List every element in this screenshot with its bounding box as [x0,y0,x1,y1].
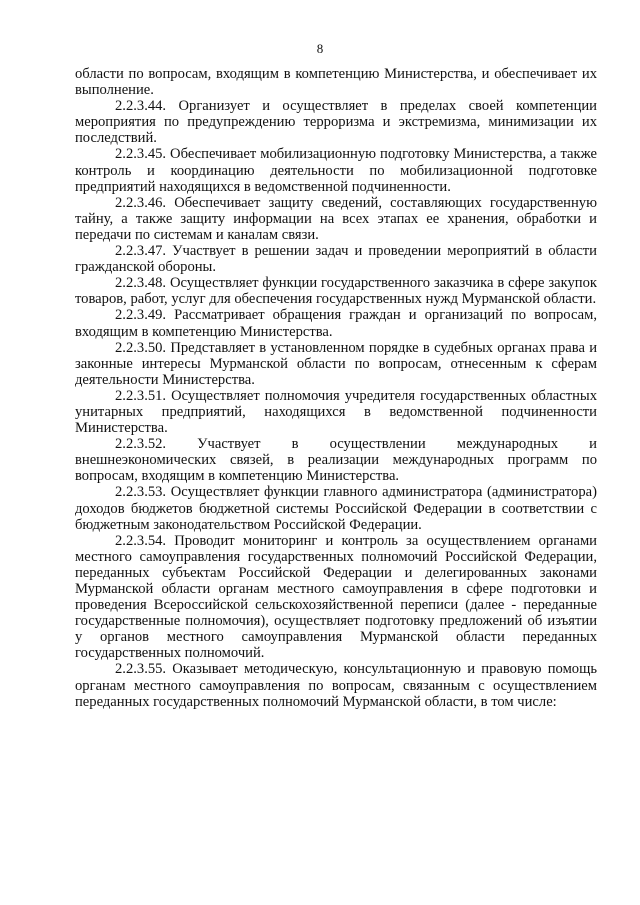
paragraph-2-2-3-47: 2.2.3.47. Участвует в решении задач и проведении мероприятий в области гражданской обороны. [75,243,597,276]
paragraph-2-2-3-45: 2.2.3.45. Обеспечивает мобилизационную подготовку Министерства, а также контроль и координацию деятельности по мобилизационной подготовке предприятий находящихся в ведомственной подчиненности. [75,146,597,195]
paragraph-2-2-3-44: 2.2.3.44. Организует и осуществляет в пределах своей компетенции мероприятия по предупреждению терроризма и экстремизма, минимизации их последствий. [75,98,597,147]
paragraph-2-2-3-51: 2.2.3.51. Осуществляет полномочия учредителя государственных областных унитарных предприятий, находящихся в ведомственной подчиненности Министерства. [75,387,597,437]
paragraph-2-2-3-50: 2.2.3.50. Представляет в установленном порядке в судебных органах права и законные интересы Мурманской области по вопросам, отнесенным к сферам деятельности Министерства. [75,339,597,388]
paragraph-2-2-3-46: 2.2.3.46. Обеспечивает защиту сведений, составляющих государственную тайну, а также защиту информации на всех этапах ее хранения, обработки и передачи по системам и каналам связи. [75,194,597,243]
paragraph-continuation: области по вопросам, входящим в компетенцию Министерства, и обеспечивает их выполнение. [75,66,597,99]
paragraph-2-2-3-55: 2.2.3.55. Оказывает методическую, консультационную и правовую помощь органам местного самоуправления по вопросам, связанным с осуществлением переданных государственных полномочий Мурманской области, в том числе: [75,661,597,710]
document-body [75,66,597,710]
paragraph-2-2-3-54: 2.2.3.54. Проводит мониторинг и контроль за осуществлением органами местного самоуправления государственных полномочий Российской Федерации, переданных субъектам Российской Федерации и делегированных законами Мурманской области органам местного самоуправления в сфере подготовки и проведения Всероссийской сельскохозяйственной переписи (далее - переданные государственные полномочия), осуществляет подготовку предложений об изъятии у органов местного самоуправления Мурманской области переданных государственных полномочий. [75,532,597,662]
page-number: 8 [316,41,324,56]
paragraph-2-2-3-48: 2.2.3.48. Осуществляет функции государственного заказчика в сфере закупок товаров, работ, услуг для обеспечения государственных нужд Мурманской области. [75,275,597,308]
paragraph-2-2-3-53: 2.2.3.53. Осуществляет функции главного администратора (администратора) доходов бюджетов бюджетной системы Российской Федерации в соответствии с бюджетным законодательством Российской Федерации. [75,484,597,533]
paragraph-2-2-3-49: 2.2.3.49. Рассматривает обращения граждан и организаций по вопросам, входящим в компетенцию Министерства. [75,307,597,340]
paragraph-2-2-3-52: 2.2.3.52. Участвует в осуществлении международных и внешнеэкономических связей, в реализации международных программ по вопросам, входящим в компетенцию Министерства. [75,436,597,485]
